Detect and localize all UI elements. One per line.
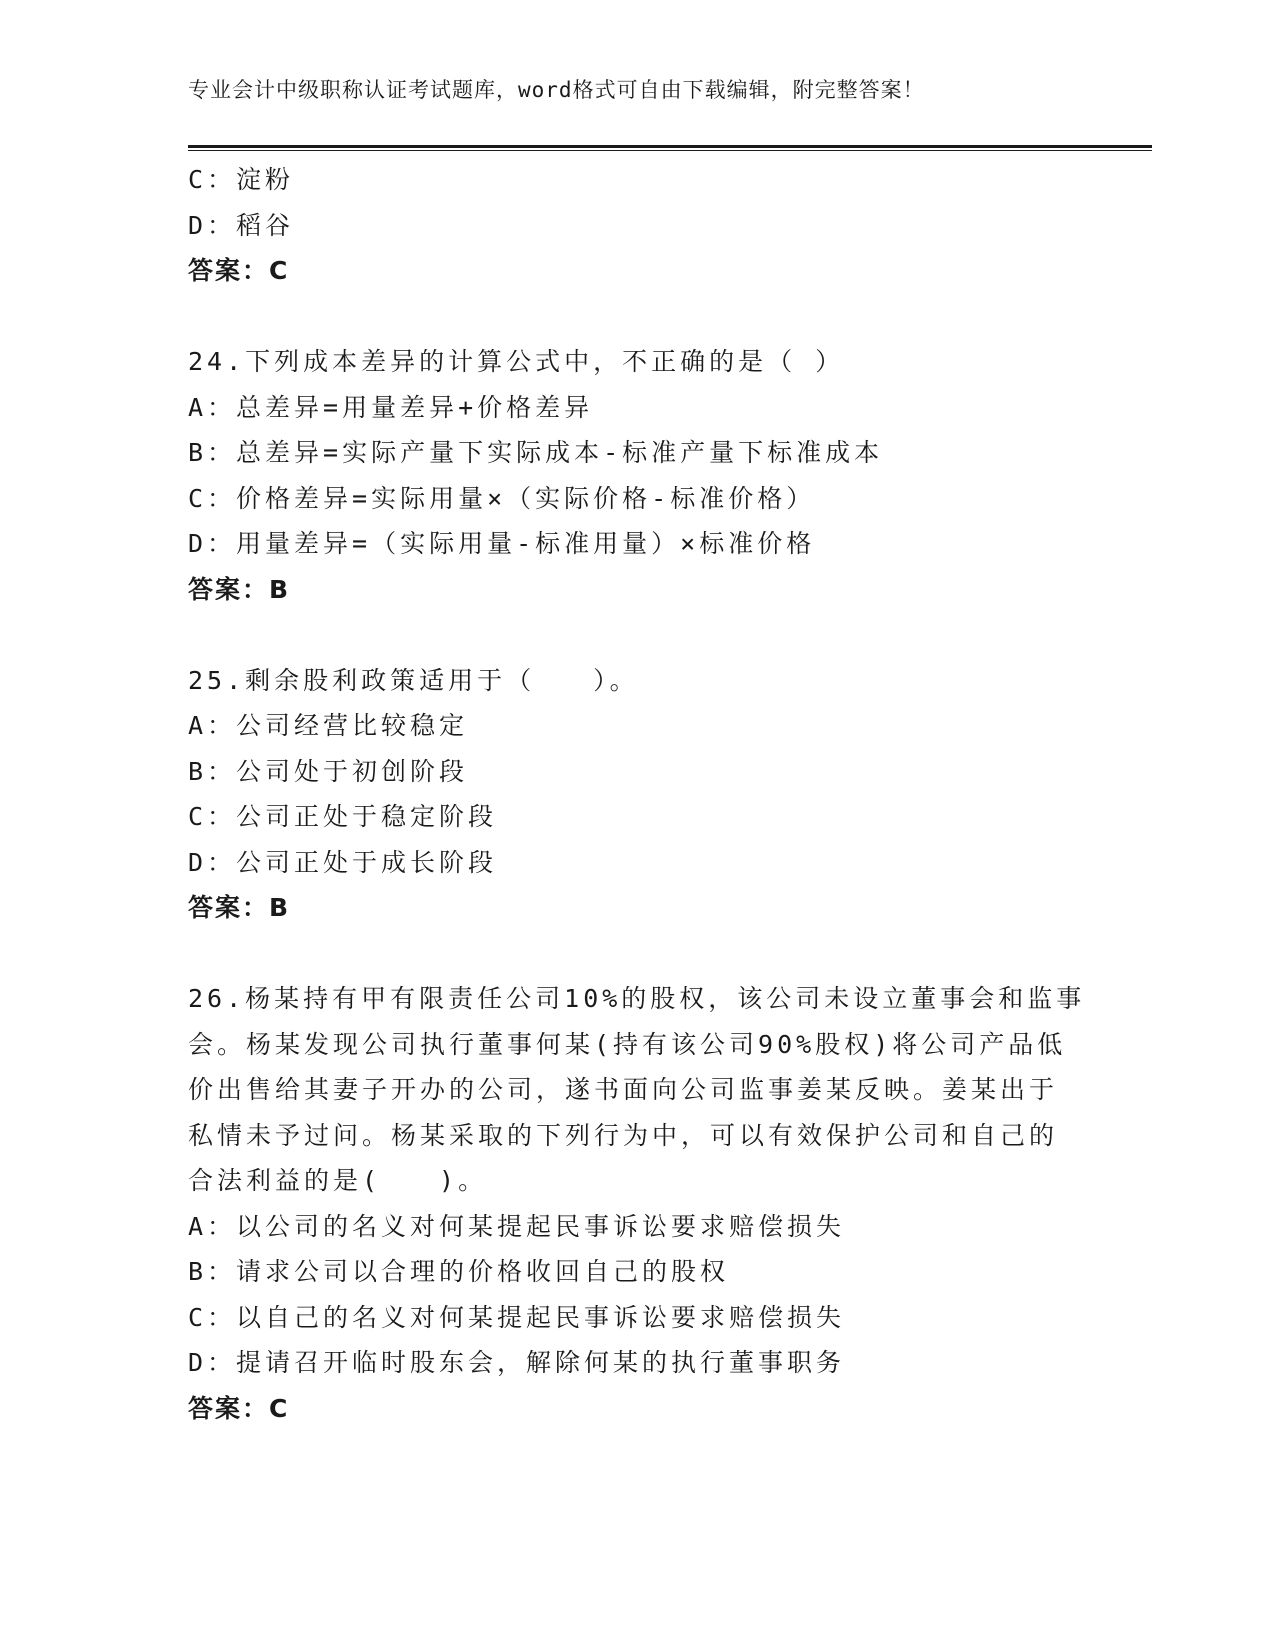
q26-option-b: B：请求公司以合理的价格收回自己的股权 — [188, 1257, 730, 1286]
q26-stem-line-5: 合法利益的是( )。 — [188, 1166, 488, 1195]
q25-stem: 25.剩余股利政策适用于（ ）。 — [188, 665, 639, 695]
q24-answer: 答案：B — [188, 574, 291, 604]
q23-option-d: D：稻谷 — [188, 210, 295, 240]
q24-option-b: B：总差异=实际产量下实际成本-标准产量下标准成本 — [188, 438, 884, 467]
q23-answer: 答案：C — [188, 256, 290, 285]
q25-option-a: A：公司经营比较稳定 — [188, 711, 469, 740]
q23-option-c: C：淀粉 — [188, 165, 295, 194]
q24-option-d: D：用量差异=（实际用量-标准用量）×标准价格 — [188, 529, 816, 558]
q25-option-d: D：公司正处于成长阶段 — [188, 847, 498, 877]
header-rule-thick — [188, 145, 1152, 148]
q26-option-a: A：以公司的名义对何某提起民事诉讼要求赔偿损失 — [188, 1211, 846, 1241]
spacer — [188, 612, 1088, 658]
q26-stem-line-3: 价出售给其妻子开办的公司，遂书面向公司监事姜某反映。姜某出于 — [188, 1075, 1059, 1104]
question-content — [188, 157, 1088, 1431]
q25-answer: 答案：B — [188, 893, 291, 922]
q26-stem-line-1: 26.杨某持有甲有限责任公司10%的股权，该公司未设立董事会和监事 — [188, 984, 1086, 1013]
q24-option-c: C：价格差异=实际用量×（实际价格-标准价格） — [188, 483, 816, 513]
q25-option-c: C：公司正处于稳定阶段 — [188, 802, 498, 831]
q26-option-d: D：提请召开临时股东会，解除何某的执行董事职务 — [188, 1348, 846, 1377]
q26-stem-line-4: 私情未予过问。杨某采取的下列行为中，可以有效保护公司和自己的 — [188, 1120, 1059, 1150]
q26-answer: 答案：C — [188, 1393, 290, 1423]
header-rule-thin — [188, 150, 1152, 151]
q26-stem-line-2: 会。杨某发现公司执行董事何某(持有该公司90%股权)将公司产品低 — [188, 1029, 1067, 1059]
q25-option-b: B：公司处于初创阶段 — [188, 756, 469, 786]
q24-option-a: A：总差异=用量差异+价格差异 — [188, 392, 594, 422]
spacer — [188, 294, 1088, 340]
q24-stem: 24.下列成本差异的计算公式中，不正确的是（ ） — [188, 347, 845, 376]
spacer — [188, 931, 1088, 977]
page-header: 专业会计中级职称认证考试题库，word格式可自由下载编辑，附完整答案！ — [188, 78, 925, 102]
q26-option-c: C：以自己的名义对何某提起民事诉讼要求赔偿损失 — [188, 1302, 846, 1332]
